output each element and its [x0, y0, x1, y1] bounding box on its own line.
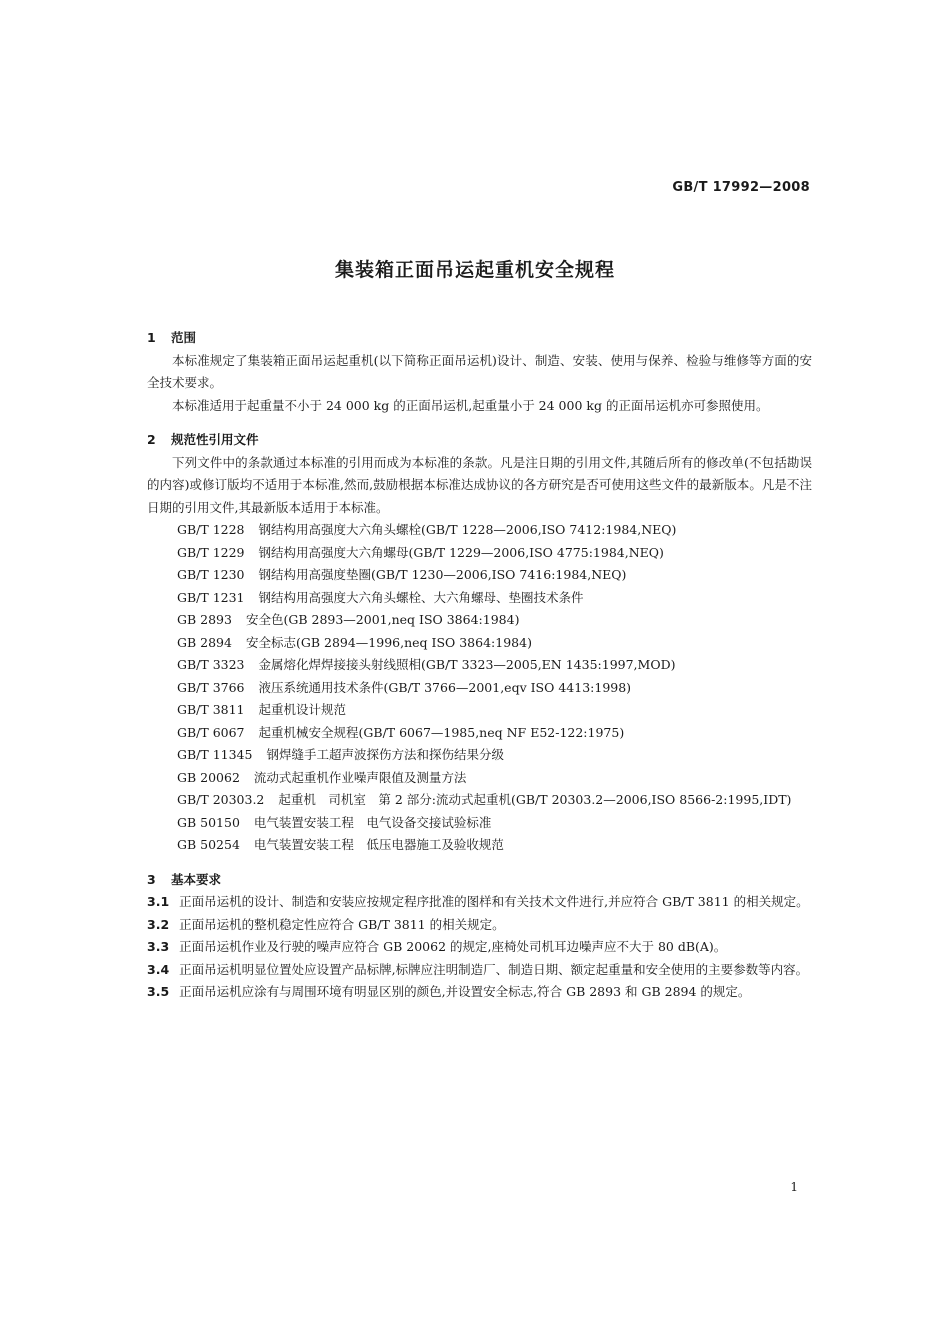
section-basic-requirements: [147, 869, 812, 1004]
clause: 3.3 正面吊运机作业及行驶的噪声应符合 GB 20062 的规定,座椅处司机耳边噪声应不大于 80 dB(A)。: [147, 939, 727, 954]
reference-list: [147, 519, 812, 857]
document-title: 集装箱正面吊运起重机安全规程: [334, 259, 615, 281]
list-item: GB/T 3811 起重机设计规范: [177, 702, 347, 717]
clause: 3.2 正面吊运机的整机稳定性应符合 GB/T 3811 的相关规定。: [147, 916, 505, 932]
document-body: [147, 327, 812, 1016]
list-item: GB/T 20303.2 起重机 司机室 第 2 部分:流动式起重机(GB/T 20303.2—2006,ISO 8566-2:1995,IDT): [177, 792, 792, 807]
list-item: GB/T 1229 钢结构用高强度大六角螺母(GB/T 1229—2006,ISO 4775:1984,NEQ): [177, 544, 664, 560]
clause: 3.1 正面吊运机的设计、制造和安装应按规定程序批准的图样和有关技术文件进行,并应符合 GB/T 3811 的相关规定。: [147, 894, 809, 909]
clause: 3.5 正面吊运机应涂有与周围环境有明显区别的颜色,并设置安全标志,符合 GB 2893 和 GB 2894 的规定。: [147, 984, 751, 999]
section-heading: 3 基本要求: [147, 871, 222, 887]
list-item: GB/T 1231 钢结构用高强度大六角头螺栓、大六角螺母、垫圈技术条件: [177, 589, 584, 605]
list-item: GB/T 1228 钢结构用高强度大六角头螺栓(GB/T 1228—2006,ISO 7412:1984,NEQ): [177, 522, 677, 537]
section-heading: 1 范围: [147, 330, 197, 345]
list-item: GB 2894 安全标志(GB 2894—1996,neq ISO 3864:1984): [177, 634, 532, 650]
list-item: GB 20062 流动式起重机作业噪声限值及测量方法: [177, 769, 467, 785]
list-item: GB 2893 安全色(GB 2893—2001,neq ISO 3864:1984): [177, 612, 520, 627]
list-item: GB 50254 电气装置安装工程 低压电器施工及验收规范: [177, 837, 504, 852]
section-normative-references: [147, 429, 812, 857]
list-item: GB/T 11345 钢焊缝手工超声波探伤方法和探伤结果分级: [177, 747, 504, 762]
clause: 3.4 正面吊运机明显位置处应设置产品标牌,标牌应注明制造厂、制造日期、额定起重量和安全使用的主要参数等内容。: [147, 961, 809, 977]
list-item: GB 50150 电气装置安装工程 电气设备交接试验标准: [177, 814, 492, 830]
section-heading: 2 规范性引用文件: [147, 432, 259, 447]
paragraph: 下列文件中的条款通过本标准的引用而成为本标准的条款。凡是注日期的引用文件,其随后所有的修改单(不包括勘误的内容)或修订版均不适用于本标准,然而,鼓励根据本标准达成协议的各方研究是否可使用这些文件的最新版本。凡是不注日期的引用文件,其最新版本适用于本标准。: [147, 454, 812, 515]
paragraph: 本标准规定了集装箱正面吊运起重机(以下简称正面吊运机)设计、制造、安装、使用与保养、检验与维修等方面的安全技术要求。: [147, 352, 812, 390]
list-item: GB/T 1230 钢结构用高强度垫圈(GB/T 1230—2006,ISO 7416:1984,NEQ): [177, 567, 627, 582]
list-item: GB/T 3766 液压系统通用技术条件(GB/T 3766—2001,eqv ISO 4413:1998): [177, 679, 632, 695]
list-item: GB/T 3323 金属熔化焊焊接接头射线照相(GB/T 3323—2005,EN 1435:1997,MOD): [177, 657, 676, 672]
paragraph: 本标准适用于起重量不小于 24 000 kg 的正面吊运机,起重量小于 24 000 kg 的正面吊运机亦可参照使用。: [172, 397, 769, 413]
list-item: GB/T 6067 起重机械安全规程(GB/T 6067—1985,neq NF E52-122:1975): [177, 724, 625, 740]
page-number: 1: [790, 1180, 798, 1194]
standard-number: GB/T 17992—2008: [672, 180, 810, 195]
section-scope: [147, 327, 812, 417]
